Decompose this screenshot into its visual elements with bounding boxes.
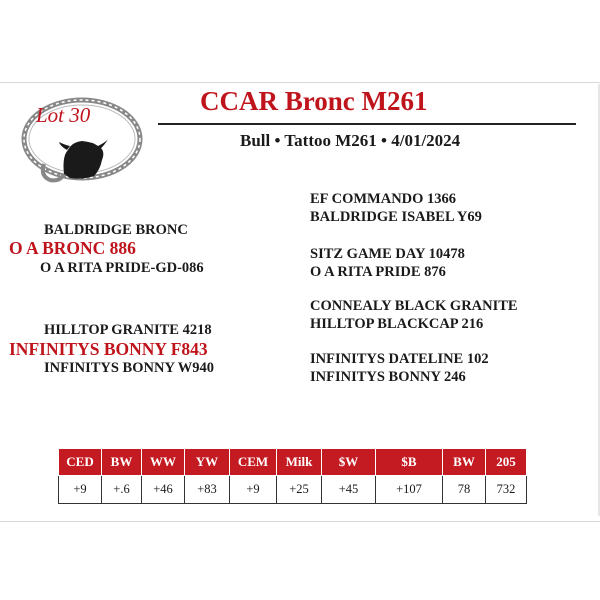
epd-value: +46 — [142, 476, 185, 504]
epd-header: BW — [102, 449, 142, 476]
animal-name-title: CCAR Bronc M261 — [200, 86, 428, 116]
dd-dam: INFINITYS BONNY 246 — [310, 369, 466, 385]
animal-subtitle: Bull • Tattoo M261 • 4/01/2024 — [240, 131, 461, 150]
bull-icon — [59, 139, 108, 179]
epd-header-row — [59, 449, 527, 476]
epd-value: 732 — [486, 476, 527, 504]
epd-header: $W — [322, 449, 376, 476]
epd-value: +25 — [277, 476, 322, 504]
ss-sire: EF COMMANDO 1366 — [310, 191, 457, 207]
sire-sire: BALDRIDGE BRONC — [44, 222, 188, 238]
epd-header: CEM — [230, 449, 277, 476]
epd-table — [58, 448, 527, 504]
epd-value: +9 — [230, 476, 277, 504]
epd-value: +45 — [322, 476, 376, 504]
epd-value-row — [59, 476, 527, 504]
sire-dam: O A RITA PRIDE-GD-086 — [40, 260, 204, 276]
epd-value: +9 — [59, 476, 102, 504]
epd-header: Milk — [277, 449, 322, 476]
ds-dam: HILLTOP BLACKCAP 216 — [310, 316, 484, 332]
epd-header: 205 — [486, 449, 527, 476]
sd-sire: SITZ GAME DAY 10478 — [310, 246, 465, 262]
epd-header: CED — [59, 449, 102, 476]
dam-sire: HILLTOP GRANITE 4218 — [44, 322, 212, 338]
epd-header: YW — [185, 449, 230, 476]
epd-value: +.6 — [102, 476, 142, 504]
ds-sire: CONNEALY BLACK GRANITE — [310, 298, 518, 314]
epd-header: BW — [443, 449, 486, 476]
title-divider — [158, 123, 576, 125]
epd-header: WW — [142, 449, 185, 476]
epd-value: 78 — [443, 476, 486, 504]
epd-header: $B — [376, 449, 443, 476]
dam-dam: INFINITYS BONNY W940 — [44, 360, 214, 376]
epd-value: +83 — [185, 476, 230, 504]
epd-value: +107 — [376, 476, 443, 504]
dd-sire: INFINITYS DATELINE 102 — [310, 351, 489, 367]
lot-number: Lot 30 — [36, 103, 91, 127]
ss-dam: BALDRIDGE ISABEL Y69 — [310, 209, 482, 225]
sire: O A BRONC 886 — [9, 238, 136, 258]
dam: INFINITYS BONNY F843 — [9, 339, 208, 359]
sd-dam: O A RITA PRIDE 876 — [310, 264, 446, 280]
